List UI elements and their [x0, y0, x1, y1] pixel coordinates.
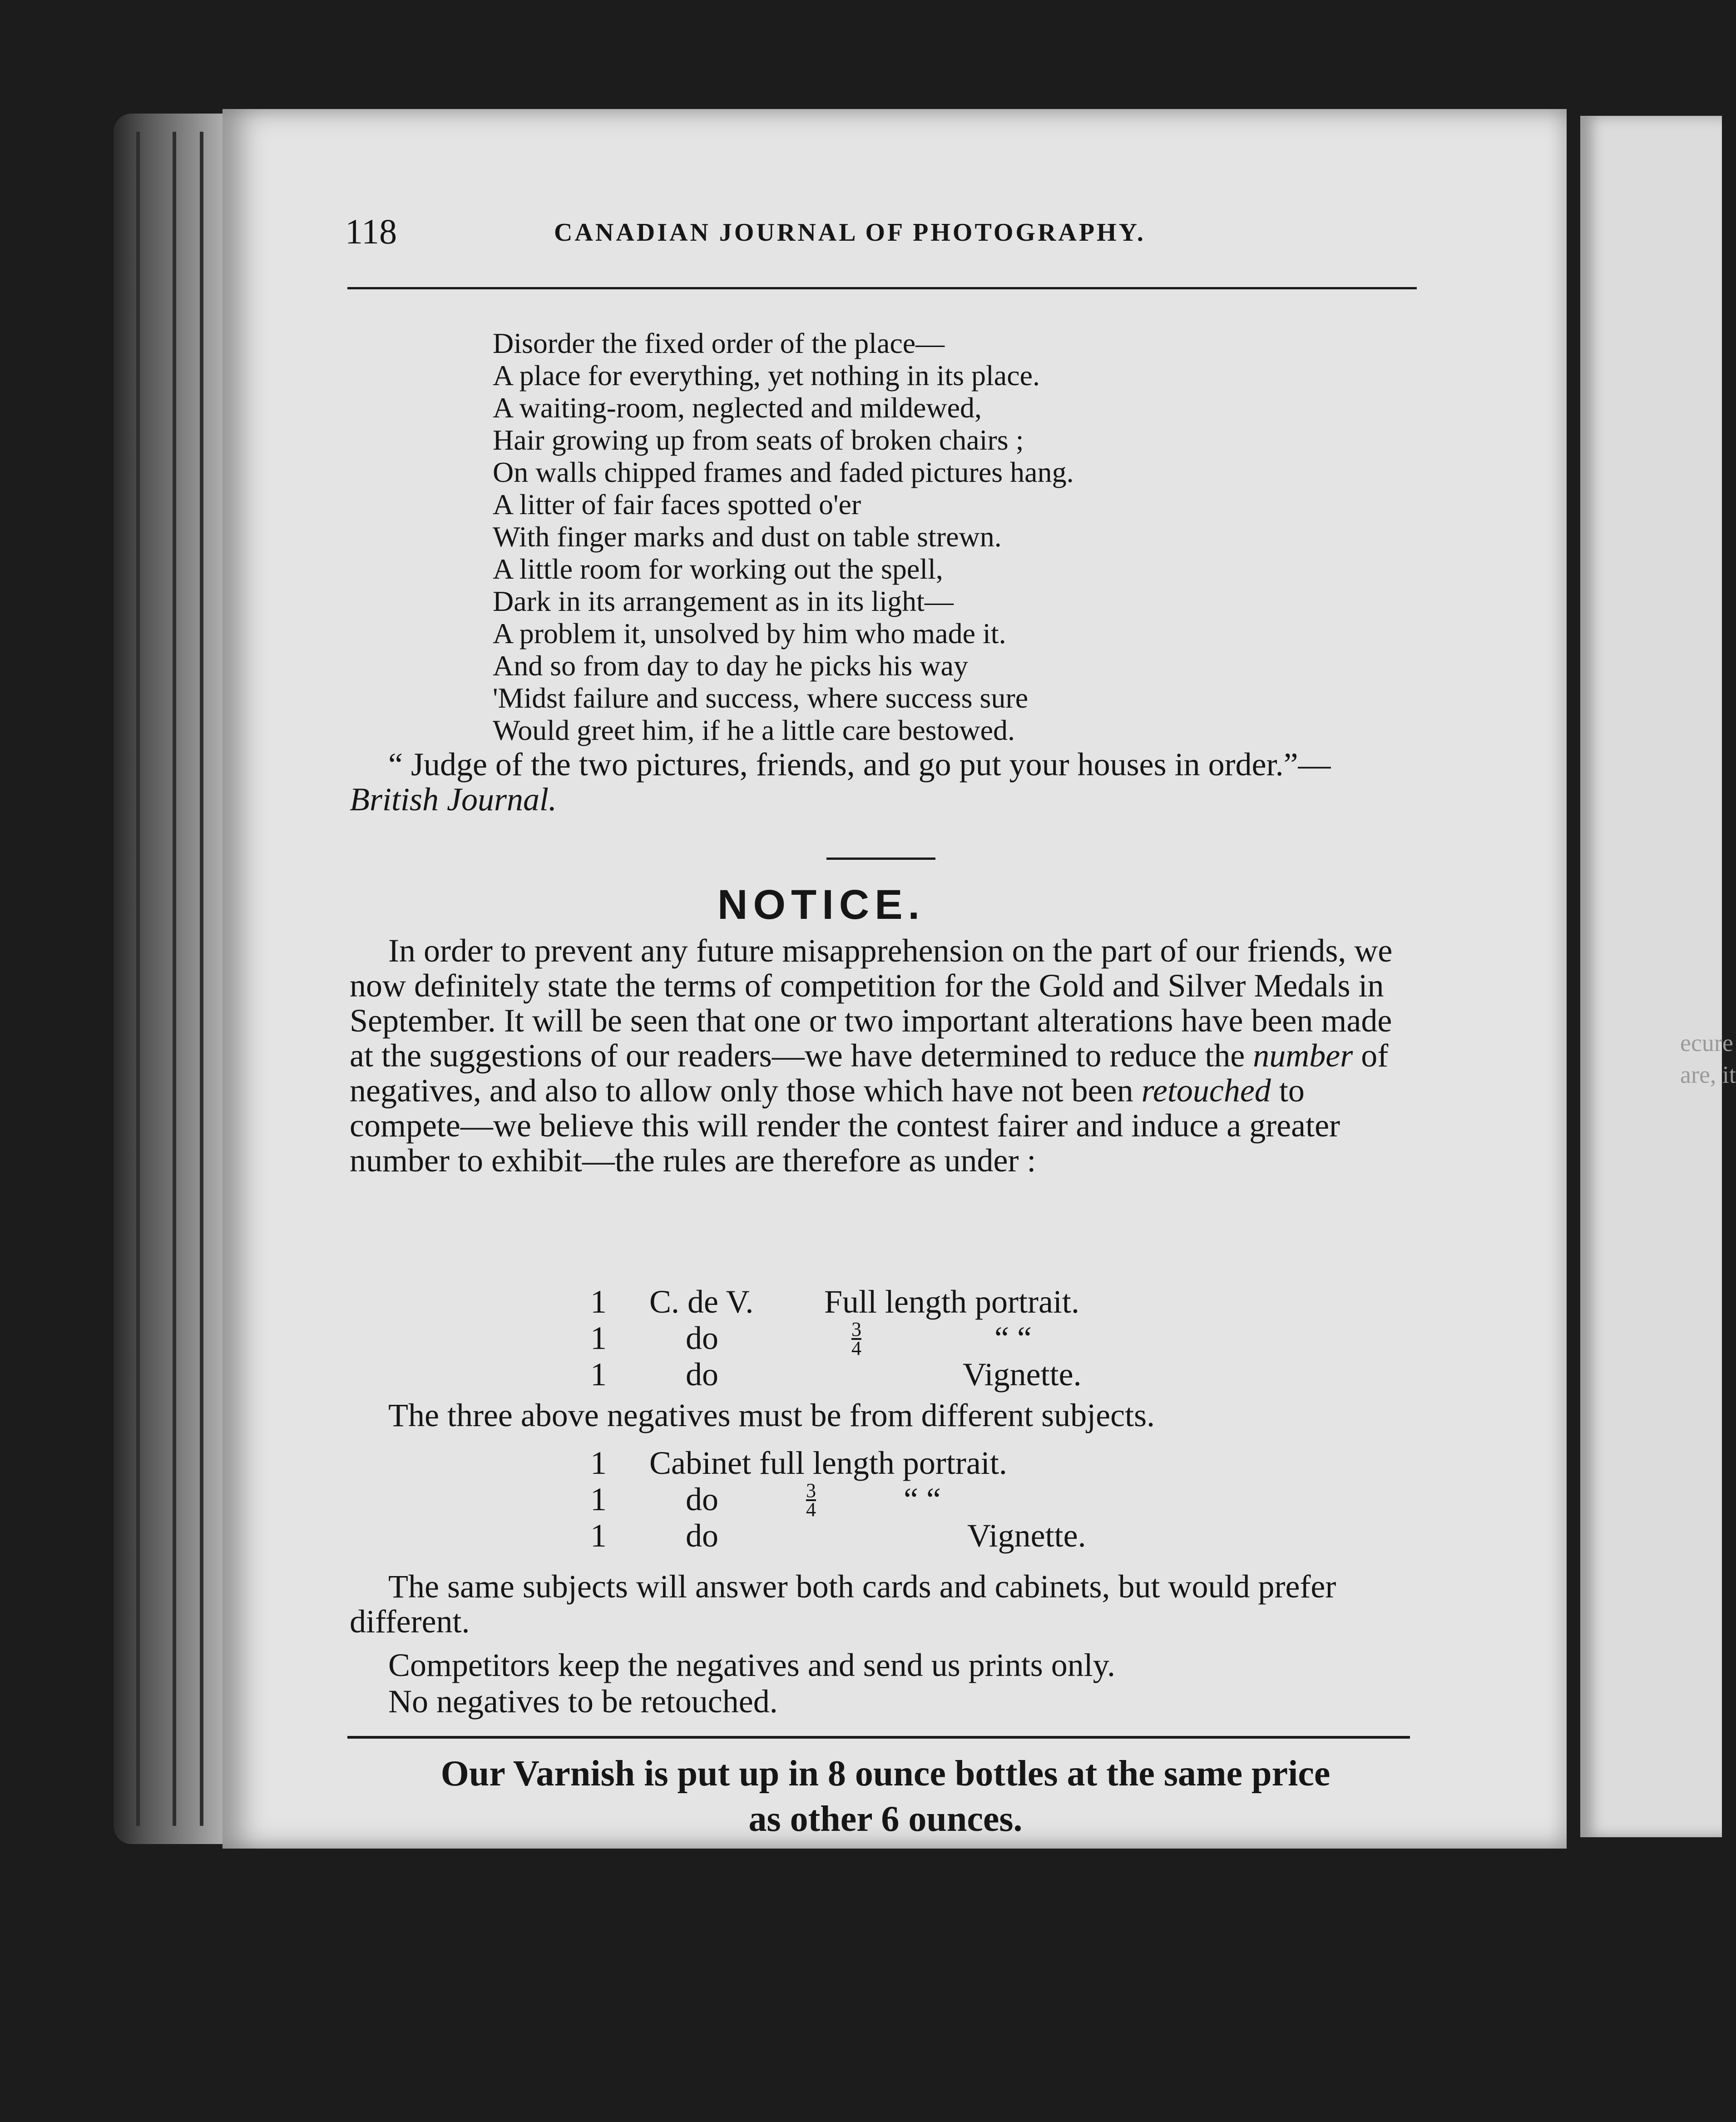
row-format: do [686, 1320, 718, 1356]
ad-line: Our Varnish is put up in 8 ounce bottles at the same price [440, 1754, 1330, 1794]
row-description: Vignette. [967, 1517, 1086, 1554]
poem-line: A little room for working out the spell, [493, 553, 943, 585]
row-qty: 1 [590, 1445, 607, 1481]
row-qty: 1 [590, 1517, 607, 1554]
poem-line: Dark in its arrangement as in its light— [493, 585, 954, 617]
intro-emphasis: number [1253, 1037, 1353, 1074]
poem-line: Hair growing up from seats of broken chairs ; [493, 424, 1024, 456]
row-format: C. de V. [649, 1284, 754, 1320]
varnish-advertisement [345, 1751, 1426, 1842]
running-header: CANADIAN JOURNAL OF PHOTOGRAPHY. [554, 218, 1146, 247]
no-retouch-note: No negatives to be retouched. [388, 1683, 778, 1720]
row-format: do [686, 1481, 718, 1517]
poem-line: Disorder the fixed order of the place— [493, 327, 945, 359]
poem-line: A place for everything, yet nothing in its place. [493, 359, 1040, 392]
notice-intro [350, 933, 1419, 1178]
intro-text: In order to prevent any future misapprehension on the part of our friends, we now definitely state the terms of competition for the Gold and Silver Medals in September. It will be seen that one or two important alterations have been made at the suggestions of our readers—we have determined to reduce the [350, 932, 1393, 1074]
row-format: Cabinet full length portrait. [649, 1445, 1007, 1481]
header-rule [347, 287, 1417, 289]
adjacent-page-fragment: ecure [1680, 1029, 1733, 1056]
intro-text: to compete—we believe this will render the contest fairer and induce a greater number to exhibit—the rules are therefore as under : [350, 1072, 1340, 1179]
row-format: do [686, 1356, 718, 1393]
card-note: The three above negatives must be from different subjects. [388, 1397, 1155, 1433]
same-subjects-note: The same subjects will answer both cards and cabinets, but would prefer different. [350, 1568, 1336, 1640]
page-edge-line [173, 132, 176, 1826]
intro-text: of negatives, and also to allow only those which have not been [350, 1037, 1389, 1109]
row-qty: 1 [590, 1356, 607, 1393]
adjacent-page-fragment: are, it [1680, 1061, 1736, 1088]
row-qty: 1 [590, 1284, 607, 1320]
keep-negatives-note: Competitors keep the negatives and send us prints only. [388, 1647, 1116, 1683]
poem-line: A litter of fair faces spotted o'er [493, 488, 861, 521]
poem-line: With finger marks and dust on table strewn. [493, 521, 1002, 553]
book-edge [114, 114, 227, 1844]
adjacent-page [1580, 116, 1736, 1837]
poem-line: A waiting-room, neglected and mildewed, [493, 392, 982, 424]
page-edge-line [136, 132, 140, 1826]
section-rule [826, 858, 935, 860]
row-format: do [686, 1517, 718, 1554]
row-qty: 1 [590, 1320, 607, 1356]
ditto-marks: “ “ [994, 1320, 1032, 1356]
fraction: $\frac{3}{4}$ [806, 1479, 816, 1521]
advertisement-rule [347, 1736, 1410, 1739]
poem-line: 'Midst failure and success, where success sure [493, 682, 1029, 714]
ad-line: as other 6 ounces. [748, 1799, 1023, 1839]
poem-line: On walls chipped frames and faded pictures hang. [493, 456, 1074, 488]
page-edge-line [200, 132, 203, 1826]
quote-source: British Journal. [350, 781, 557, 818]
fraction: $\frac{3}{4}$ [851, 1318, 861, 1359]
poem-line: And so from day to day he picks his way [493, 649, 968, 682]
intro-emphasis: retouched [1141, 1072, 1271, 1109]
row-description: Vignette. [963, 1356, 1082, 1393]
ditto-marks: “ “ [904, 1481, 941, 1517]
row-description: Full length portrait. [824, 1284, 1079, 1320]
poem-line: A problem it, unsolved by him who made it. [493, 617, 1006, 649]
poem [493, 327, 1074, 746]
notice-heading: NOTICE. [717, 882, 925, 928]
quote-text: “ Judge of the two pictures, friends, and go put your houses in order.”— [388, 746, 1331, 783]
page-number: 118 [345, 212, 397, 251]
closing-quote [350, 747, 1419, 817]
poem-line: Would greet him, if he a little care bestowed. [493, 714, 1015, 746]
row-qty: 1 [590, 1481, 607, 1517]
